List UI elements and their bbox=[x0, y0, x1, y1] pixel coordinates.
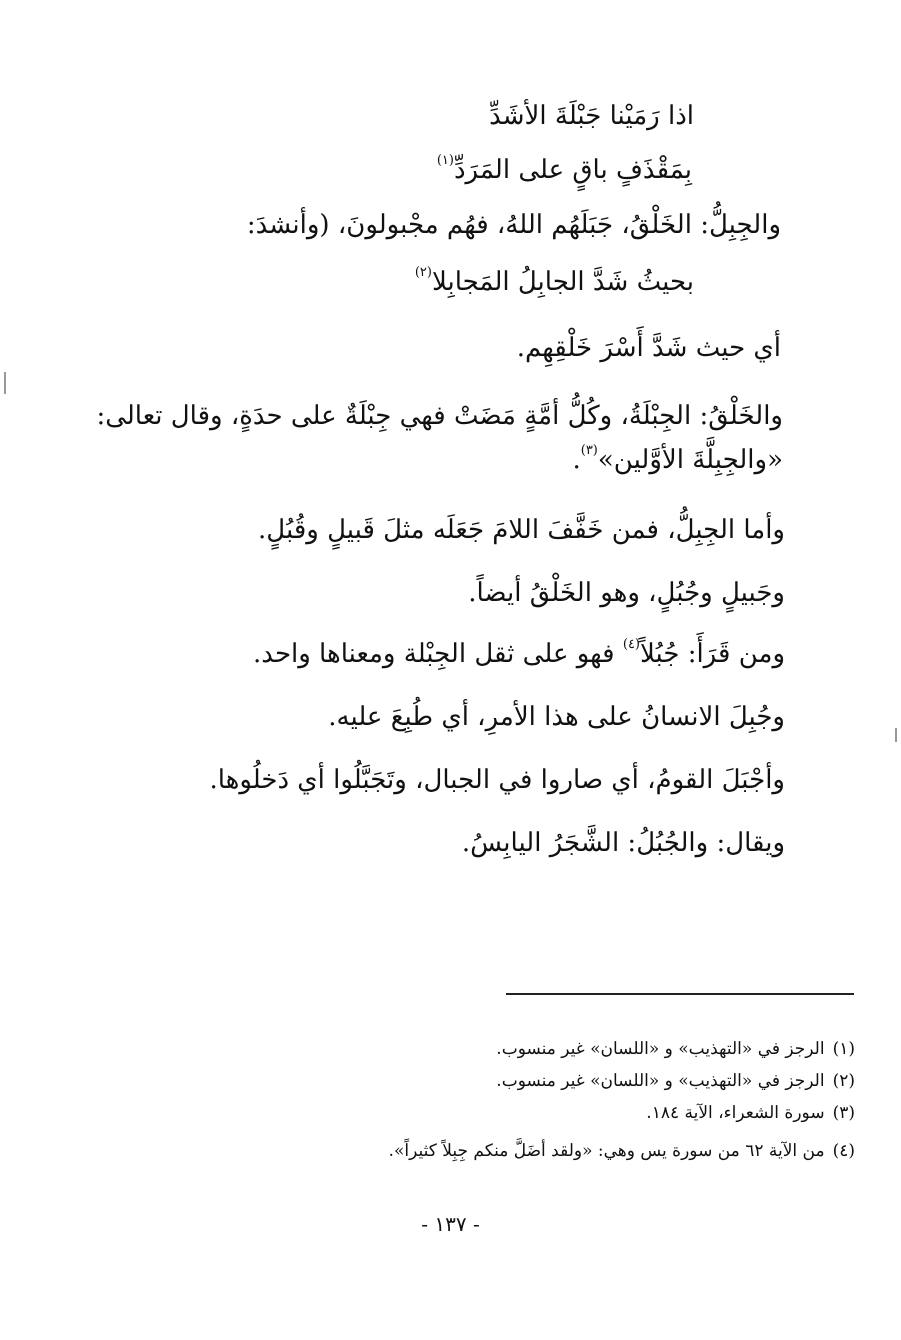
paragraph-line-8: وجُبِلَ الانسانُ على هذا الأمرِ، أي طُبِعَ عليه. bbox=[328, 702, 785, 732]
paragraph-line-4: «والجِبِلَّةَ الأوَّلين»$^{(٣)}$. bbox=[572, 443, 783, 475]
right-edge-mark bbox=[895, 728, 897, 742]
note-ref-1: (١) bbox=[436, 153, 454, 168]
verse-line-1: اذا رَمَيْنا جَبْلَةَ الأشَدِّ bbox=[489, 101, 694, 131]
note-ref-3: (٣) bbox=[580, 443, 598, 458]
page-number: - ١٣٧ - bbox=[421, 1212, 480, 1236]
left-edge-mark bbox=[4, 372, 6, 394]
footnote-text: سورة الشعراء، الآية ١٨٤. bbox=[646, 1103, 825, 1123]
footnote-4 bbox=[389, 1138, 855, 1164]
footnote-text: الرجز في «التهذيب» و «اللسان» غير منسوب. bbox=[496, 1039, 825, 1059]
verse-line-2: بِمَقْذَفٍ باقٍ على المَرَدِّ$^{(١)}$ bbox=[436, 153, 692, 185]
paragraph-line-5: وأما الجِبِلُّ، فمن خَفَّفَ اللامَ جَعَلَه مثلَ قَبيلٍ وقُبُلٍ. bbox=[258, 515, 785, 545]
paragraph-line-9: وأجْبَلَ القومُ، أي صاروا في الجبال، وتَجَبَّلُوا أي دَخلُوها. bbox=[209, 765, 785, 795]
paragraph-line-7: ومن قَرَأَ: جُبُلاً$^{(٤)}$ فهو على ثقل الجِبْلة ومعناها واحد. bbox=[253, 637, 785, 669]
note-ref-4: (٤) bbox=[622, 637, 640, 652]
verse-line-3: بحيثُ شَدَّ الجابِلُ المَجابِلا$^{(٢)}$ bbox=[414, 265, 694, 297]
footnote-separator bbox=[506, 993, 854, 995]
footnote-text: الرجز في «التهذيب» و «اللسان» غير منسوب. bbox=[496, 1071, 825, 1091]
paragraph-line-3: والخَلْقُ: الجِبْلَةُ، وكُلُّ أمَّةٍ مَضَتْ فهي جِبْلَةٌ على حدَةٍ، وقال تعالى: bbox=[96, 401, 783, 431]
paragraph-line-1: والجِبِلُّ: الخَلْقُ، جَبَلَهُم اللهُ، فهُم مجْبولونَ، (وأنشدَ: bbox=[246, 210, 781, 240]
footnote-1 bbox=[496, 1036, 855, 1062]
footnote-3 bbox=[646, 1100, 855, 1126]
paragraph-line-6: وجَبيلٍ وجُبُلٍ، وهو الخَلْقُ أيضاً. bbox=[468, 578, 785, 608]
footnote-number: (٢) bbox=[832, 1071, 855, 1091]
footnote-2 bbox=[496, 1068, 855, 1094]
footnote-text: من الآية ٦٢ من سورة يس وهي: «ولقد أضَلَّ منكم جِبِلاً كثيراً». bbox=[388, 1141, 825, 1161]
footnote-number: (٤) bbox=[832, 1141, 855, 1161]
paragraph-line-10: ويقال: والجُبُلُ: الشَّجَرُ اليابِسُ. bbox=[461, 828, 785, 858]
note-ref-2: (٢) bbox=[414, 265, 432, 280]
paragraph-line-2: أي حيث شَدَّ أَسْرَ خَلْقِهِم. bbox=[516, 333, 781, 363]
footnote-number: (٣) bbox=[832, 1103, 855, 1123]
footnote-number: (١) bbox=[832, 1039, 855, 1059]
